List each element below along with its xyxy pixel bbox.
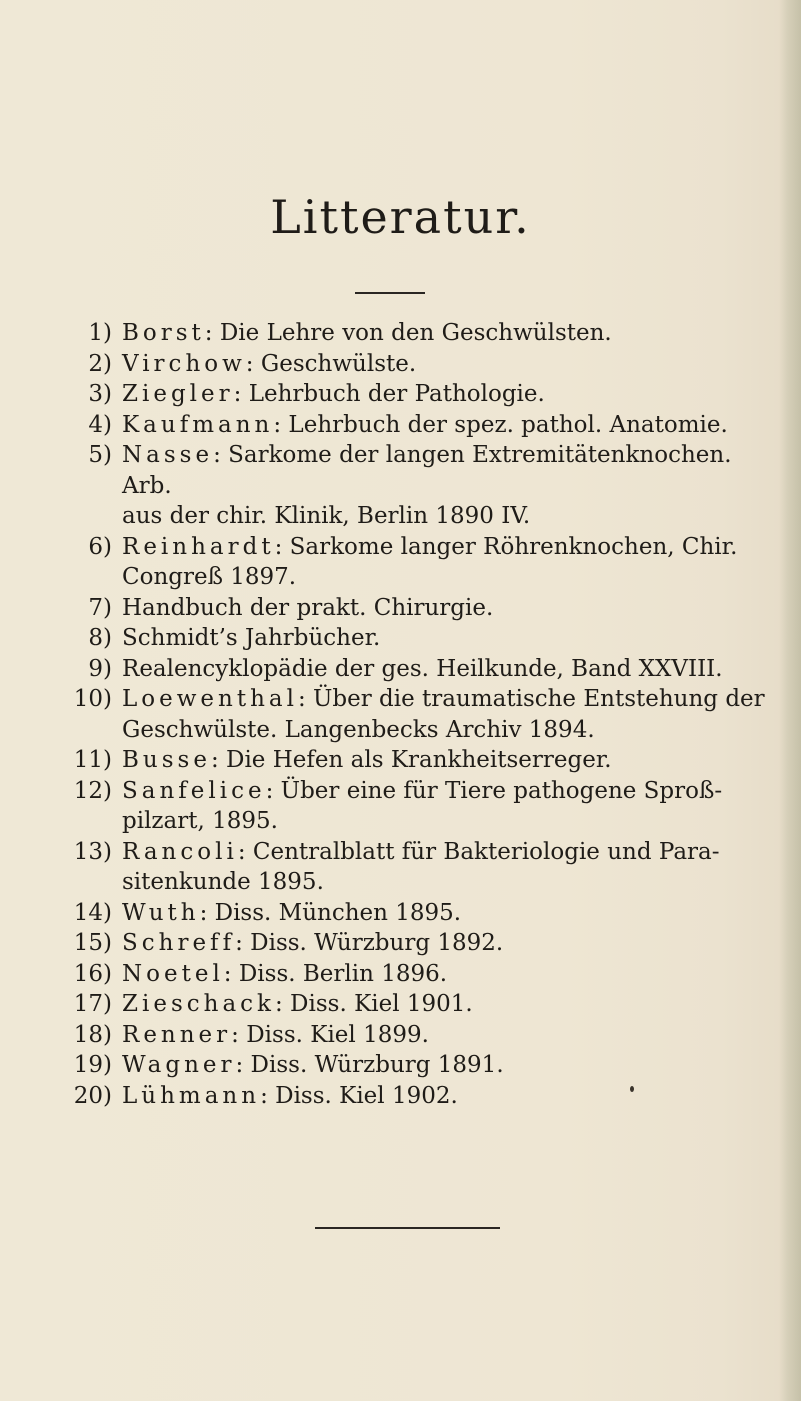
reference-number: 1) bbox=[88, 320, 112, 346]
reference-citation: : Centralblatt für Bakteriologie und Para- sitenkunde 1895. bbox=[122, 838, 720, 895]
reference-item bbox=[88, 654, 772, 685]
reference-text bbox=[122, 1081, 772, 1112]
reference-text bbox=[122, 928, 772, 959]
reference-author: Nasse bbox=[122, 442, 214, 468]
reference-item bbox=[73, 1050, 772, 1081]
reference-text bbox=[122, 898, 772, 929]
reference-number: 4) bbox=[88, 411, 112, 438]
reference-number: 8) bbox=[88, 625, 112, 651]
reference-author: Kaufmann bbox=[122, 411, 274, 438]
page-title: Litteratur. bbox=[270, 190, 531, 244]
reference-author: Sanfelice bbox=[122, 777, 266, 804]
reference-author: Renner bbox=[122, 1021, 232, 1048]
reference-item bbox=[73, 684, 772, 745]
reference-item bbox=[88, 349, 772, 380]
reference-number: 17) bbox=[73, 991, 112, 1017]
reference-number: 12) bbox=[73, 777, 112, 804]
reference-author: Borst bbox=[122, 320, 205, 346]
reference-author: Noetel bbox=[122, 960, 224, 987]
reference-number: 20) bbox=[73, 1082, 112, 1109]
reference-citation: : Die Lehre von den Geschwülsten. bbox=[204, 320, 612, 346]
reference-item bbox=[88, 318, 772, 349]
reference-citation: : Über die traumatische Entstehung der Geschwülste. Langenbecks Archiv 1894. bbox=[122, 686, 765, 743]
reference-citation: : Diss. München 1895. bbox=[199, 899, 462, 926]
reference-author: Busse bbox=[122, 747, 211, 773]
reference-text bbox=[122, 837, 772, 898]
reference-number: 19) bbox=[73, 1052, 112, 1078]
reference-item bbox=[73, 989, 772, 1020]
reference-text bbox=[122, 959, 772, 990]
reference-text bbox=[122, 745, 772, 776]
reference-text bbox=[122, 684, 772, 745]
reference-number: 2) bbox=[88, 350, 112, 377]
reference-citation: : Sarkome langer Röhrenknochen, Chir. Congreß 1897. bbox=[122, 533, 738, 590]
reference-text bbox=[122, 1050, 772, 1081]
reference-citation: : Diss. Berlin 1896. bbox=[223, 960, 448, 987]
title-divider bbox=[355, 292, 425, 294]
reference-number: 6) bbox=[88, 533, 112, 560]
reference-text bbox=[122, 1020, 772, 1051]
reference-item bbox=[73, 959, 772, 990]
reference-item bbox=[73, 745, 772, 776]
reference-number: 18) bbox=[73, 1021, 112, 1048]
reference-text bbox=[122, 989, 772, 1020]
reference-number: 16) bbox=[73, 960, 112, 987]
reference-text bbox=[122, 532, 772, 593]
reference-text bbox=[122, 318, 772, 349]
reference-item bbox=[88, 379, 772, 410]
reference-citation: : Über eine für Tiere pathogene Sproß- pilzart, 1895. bbox=[122, 777, 723, 834]
reference-text bbox=[122, 349, 772, 380]
reference-item bbox=[88, 440, 772, 532]
reference-number: 13) bbox=[73, 838, 112, 865]
reference-citation: : Diss. Kiel 1901. bbox=[274, 991, 473, 1017]
reference-author: Wagner bbox=[122, 1052, 236, 1078]
reference-number: 5) bbox=[88, 442, 112, 468]
reference-item bbox=[73, 898, 772, 929]
reference-text bbox=[122, 654, 772, 685]
reference-text bbox=[122, 440, 772, 532]
reference-item bbox=[88, 623, 772, 654]
reference-citation: : Die Hefen als Krankheitserreger. bbox=[210, 747, 612, 773]
reference-author: Lühmann bbox=[122, 1082, 261, 1109]
reference-author: Rancoli bbox=[122, 838, 238, 865]
reference-item bbox=[73, 1081, 772, 1112]
reference-item bbox=[73, 776, 772, 837]
reference-number: 9) bbox=[88, 655, 112, 682]
reference-citation: : Diss. Kiel 1899. bbox=[231, 1021, 429, 1048]
reference-author: Loewenthal bbox=[122, 686, 298, 712]
reference-item bbox=[88, 532, 772, 593]
reference-number: 10) bbox=[73, 686, 112, 712]
reference-author: Reinhardt bbox=[122, 533, 275, 560]
reference-citation: Handbuch der prakt. Chirurgie. bbox=[122, 594, 494, 621]
reference-citation: : Lehrbuch der spez. pathol. Anatomie. bbox=[273, 411, 728, 438]
reference-citation: Schmidt’s Jahrbücher. bbox=[122, 625, 381, 651]
ink-speck bbox=[630, 1086, 634, 1092]
reference-list bbox=[0, 318, 801, 1111]
reference-text bbox=[122, 379, 772, 410]
reference-citation: : Diss. Kiel 1902. bbox=[260, 1082, 458, 1109]
reference-number: 3) bbox=[88, 381, 112, 407]
reference-item bbox=[88, 410, 772, 441]
reference-item bbox=[73, 928, 772, 959]
reference-text bbox=[122, 623, 772, 654]
reference-citation: : Lehrbuch der Pathologie. bbox=[233, 381, 545, 407]
reference-citation: : Sarkome der langen Extremitätenknochen. Arb. aus der chir. Klinik, Berlin 1890 IV. bbox=[122, 442, 732, 529]
reference-item bbox=[73, 1020, 772, 1051]
reference-number: 15) bbox=[73, 930, 112, 956]
reference-item bbox=[88, 593, 772, 624]
reference-text bbox=[122, 593, 772, 624]
reference-citation: Realencyklopädie der ges. Heilkunde, Band XXVIII. bbox=[122, 655, 723, 682]
reference-citation: : Geschwülste. bbox=[245, 350, 417, 377]
reference-author: Ziegler bbox=[122, 381, 234, 407]
reference-number: 7) bbox=[88, 594, 112, 621]
reference-citation: : Diss. Würzburg 1891. bbox=[235, 1052, 504, 1078]
reference-author: Wuth bbox=[122, 899, 200, 926]
bottom-divider bbox=[315, 1227, 500, 1229]
reference-citation: : Diss. Würzburg 1892. bbox=[235, 930, 504, 956]
reference-number: 14) bbox=[73, 899, 112, 926]
reference-item bbox=[73, 837, 772, 898]
reference-author: Schreff bbox=[122, 930, 236, 956]
reference-author: Virchow bbox=[122, 350, 246, 377]
reference-number: 11) bbox=[73, 747, 112, 773]
reference-author: Zieschack bbox=[122, 991, 275, 1017]
reference-text bbox=[122, 410, 772, 441]
reference-text bbox=[122, 776, 772, 837]
